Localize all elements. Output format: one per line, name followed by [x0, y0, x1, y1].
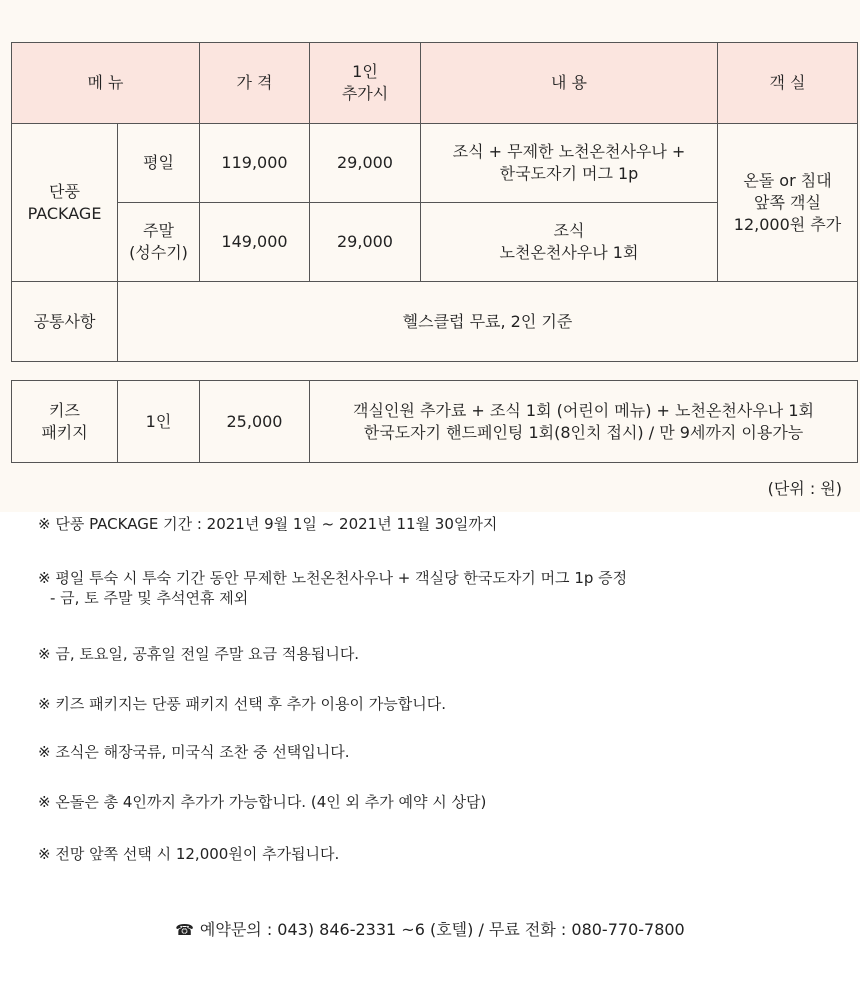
- common-text: 헬스클럽 무료, 2인 기준: [118, 282, 858, 362]
- kids-label: 키즈 패키지: [12, 381, 118, 463]
- table-row-common: [12, 282, 858, 362]
- header-price: 가 격: [200, 43, 310, 124]
- weekday-content: 조식 + 무제한 노천온천사우나 + 한국도자기 머그 1p: [421, 124, 718, 203]
- weekday-extra: 29,000: [310, 124, 421, 203]
- telephone-icon: ☎: [175, 921, 194, 939]
- weekday-label: 평일: [118, 124, 200, 203]
- weekend-price: 149,000: [200, 203, 310, 282]
- kids-package-table: [11, 380, 858, 463]
- note-view: ※ 전망 앞쪽 선택 시 12,000원이 추가됩니다.: [38, 845, 340, 863]
- note-weekday-exclusion: - 금, 토 주말 및 추석연휴 제외: [50, 589, 249, 607]
- note-ondol: ※ 온돌은 총 4인까지 추가가 가능합니다. (4인 외 추가 예약 시 상담): [38, 793, 487, 811]
- unit-note: (단위 : 원): [767, 479, 842, 498]
- package-name-cell: 단풍 PACKAGE: [12, 124, 118, 282]
- kids-persons: 1인: [118, 381, 200, 463]
- weekend-content: 조식 노천온천사우나 1회: [421, 203, 718, 282]
- kids-price: 25,000: [200, 381, 310, 463]
- room-cell: 온돌 or 침대 앞쪽 객실 12,000원 추가: [718, 124, 858, 282]
- weekend-extra: 29,000: [310, 203, 421, 282]
- header-room: 객 실: [718, 43, 858, 124]
- table-header-row: [12, 43, 858, 124]
- header-content: 내 용: [421, 43, 718, 124]
- note-weekday-benefit: ※ 평일 투숙 시 투숙 기간 동안 무제한 노천온천사우나 + 객실당 한국도자기 머그 1p 증정: [38, 569, 628, 587]
- note-weekend-rate: ※ 금, 토요일, 공휴일 전일 주말 요금 적용됩니다.: [38, 645, 360, 663]
- note-breakfast: ※ 조식은 해장국류, 미국식 조찬 중 선택입니다.: [38, 743, 350, 761]
- contact-line: [0, 917, 860, 940]
- weekday-price: 119,000: [200, 124, 310, 203]
- kids-content: 객실인원 추가료 + 조식 1회 (어린이 메뉴) + 노천온천사우나 1회 한국도자기 핸드페인팅 1회(8인치 접시) / 만 9세까지 이용가능: [310, 381, 858, 463]
- header-extra-person: 1인 추가시: [310, 43, 421, 124]
- common-label: 공통사항: [12, 282, 118, 362]
- contact-text: 예약문의 : 043) 846-2331 ~6 (호텔) / 무료 전화 : 080-770-7800: [199, 920, 685, 939]
- header-menu: 메 뉴: [12, 43, 200, 124]
- table-row-kids: [12, 381, 858, 463]
- note-kids-package: ※ 키즈 패키지는 단풍 패키지 선택 후 추가 이용이 가능합니다.: [38, 695, 447, 713]
- note-period: ※ 단풍 PACKAGE 기간 : 2021년 9월 1일 ~ 2021년 11월 30일까지: [38, 515, 498, 533]
- weekend-label: 주말 (성수기): [118, 203, 200, 282]
- table-row-weekday: [12, 124, 858, 203]
- price-table: [11, 42, 858, 362]
